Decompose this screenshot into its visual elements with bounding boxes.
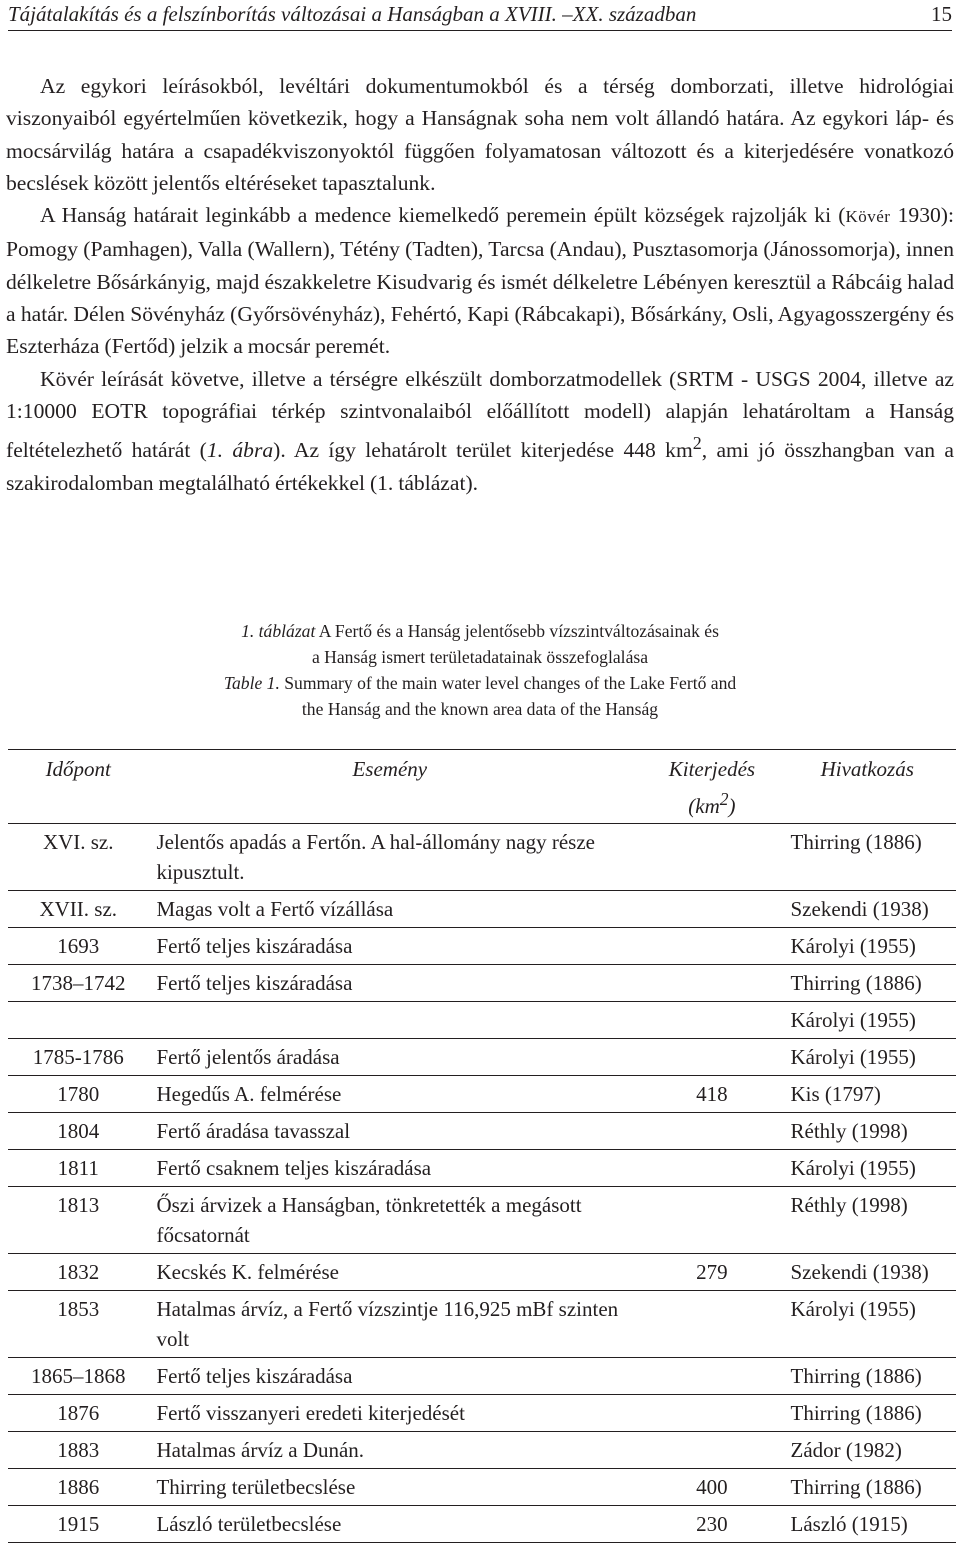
cell-date: XVII. sz. bbox=[8, 891, 148, 928]
caption-hu-line-1 bbox=[0, 618, 960, 644]
cell-date: XVI. sz. bbox=[8, 824, 148, 891]
paragraph-2-text-b: 1930): Pomogy (Pamhagen), Valla (Wallern), Tétény (Tadten), Tarcsa (Andau), Pusztasomorja (Jánossomorja), innen délkeletre Bősárkányig, majd északkeletre Kisudvarig és ismét délkeletre Lébényen keresztül a Rábcáig halad a határ. Délen Sövényház (Győrsövényház), Fehértó, Kapi (Rábcakapi), Bősárkány, Osli, Agyagosszergény és Eszterháza (Fertőd) jelzik a mocsár peremét. bbox=[6, 203, 954, 359]
cell-date: 1785-1786 bbox=[8, 1039, 148, 1076]
cell-reference: Szekendi (1938) bbox=[779, 891, 957, 928]
cell-date: 1865–1868 bbox=[8, 1358, 148, 1395]
cell-area bbox=[645, 965, 778, 1002]
table-row bbox=[8, 1358, 956, 1395]
cell-date: 1853 bbox=[8, 1291, 148, 1358]
running-title: Tájátalakítás és a felszínborítás változásai a Hanságban a XVIII. –XX. században bbox=[8, 2, 697, 26]
cell-date: 1811 bbox=[8, 1150, 148, 1187]
caption-en-line-2: the Hanság and the known area data of the Hanság bbox=[301, 699, 659, 719]
cell-event: Fertő áradása tavasszal bbox=[148, 1113, 645, 1150]
cell-date: 1915 bbox=[8, 1506, 148, 1543]
cell-event: Thirring területbecslése bbox=[148, 1469, 645, 1506]
cell-area bbox=[645, 1002, 778, 1039]
cell-date bbox=[8, 1002, 148, 1039]
cell-date: 1804 bbox=[8, 1113, 148, 1150]
cell-event: Hatalmas árvíz a Dunán. bbox=[148, 1432, 645, 1469]
header-event: Esemény bbox=[148, 750, 645, 824]
cell-reference: Károlyi (1955) bbox=[779, 1039, 957, 1076]
cell-area: 400 bbox=[645, 1469, 778, 1506]
paragraph-2-text-a: A Hanság határait leginkább a medence kiemelkedő peremein épült községek rajzolják ki ( bbox=[40, 203, 846, 228]
table-row bbox=[8, 965, 956, 1002]
cell-reference: Zádor (1982) bbox=[779, 1432, 957, 1469]
cell-event: Hegedűs A. felmérése bbox=[148, 1076, 645, 1113]
table-row bbox=[8, 1432, 956, 1469]
table-row bbox=[8, 928, 956, 965]
table-row bbox=[8, 891, 956, 928]
table-row bbox=[8, 1291, 956, 1358]
cell-event: Fertő teljes kiszáradása bbox=[148, 1358, 645, 1395]
cell-area bbox=[645, 1358, 778, 1395]
superscript-2: 2 bbox=[692, 433, 702, 454]
cell-date: 1813 bbox=[8, 1187, 148, 1254]
body-text bbox=[6, 70, 954, 499]
cell-event: Őszi árvizek a Hanságban, tönkretették a megásott főcsatornát bbox=[148, 1187, 645, 1254]
cell-reference: Károlyi (1955) bbox=[779, 1150, 957, 1187]
cell-date: 1832 bbox=[8, 1254, 148, 1291]
figure-reference: 1. ábra bbox=[206, 438, 274, 463]
paragraph-1: Az egykori leírásokból, levéltári dokumentumokból és a térség domborzati, illetve hidrológiai viszonyaiból egyértelműen következik, hogy a Hanságnak soha nem volt állandó határa. Az egykori láp- és mocsárvilág határa a csapadékviszonyoktól függően folyamatosan változott és a kiterjedésére vonatkozó becslések között jelentős eltéréseket tapasztalunk. bbox=[6, 74, 954, 195]
cell-event: Fertő teljes kiszáradása bbox=[148, 928, 645, 965]
table-row bbox=[8, 1076, 956, 1113]
cell-reference: László (1915) bbox=[779, 1506, 957, 1543]
cell-event: Fertő jelentős áradása bbox=[148, 1039, 645, 1076]
cell-reference: Kis (1797) bbox=[779, 1076, 957, 1113]
cell-area bbox=[645, 1150, 778, 1187]
cell-reference: Réthly (1998) bbox=[779, 1113, 957, 1150]
cell-reference: Szekendi (1938) bbox=[779, 1254, 957, 1291]
cell-reference: Thirring (1886) bbox=[779, 1395, 957, 1432]
caption-hu-line-2: a Hanság ismert területadatainak összefoglalása bbox=[311, 647, 649, 667]
caption-hu-text-1: A Fertő és a Hanság jelentősebb vízszintváltozásainak és bbox=[315, 621, 719, 641]
table-row bbox=[8, 1039, 956, 1076]
cell-event: Fertő visszanyeri eredeti kiterjedését bbox=[148, 1395, 645, 1432]
cell-reference: Réthly (1998) bbox=[779, 1187, 957, 1254]
cell-date: 1876 bbox=[8, 1395, 148, 1432]
header-area bbox=[645, 750, 778, 824]
header-area-sup: 2 bbox=[719, 789, 729, 809]
cell-area: 230 bbox=[645, 1506, 778, 1543]
data-table bbox=[8, 749, 956, 1543]
cell-event: Jelentős apadás a Fertőn. A hal-állomány nagy része kipusztult. bbox=[148, 824, 645, 891]
table-body bbox=[8, 824, 956, 1543]
table-row bbox=[8, 1395, 956, 1432]
cell-event: Fertő csaknem teljes kiszáradása bbox=[148, 1150, 645, 1187]
table-header-row bbox=[8, 750, 956, 824]
cell-area bbox=[645, 1113, 778, 1150]
table-row bbox=[8, 1113, 956, 1150]
cell-event: Kecskés K. felmérése bbox=[148, 1254, 645, 1291]
cell-date: 1693 bbox=[8, 928, 148, 965]
cell-area bbox=[645, 928, 778, 965]
table-row bbox=[8, 824, 956, 891]
cell-reference: Thirring (1886) bbox=[779, 965, 957, 1002]
paragraph-3-text-b: ). Az így lehatárolt terület kiterjedése 448 km bbox=[273, 438, 693, 463]
cell-date: 1886 bbox=[8, 1469, 148, 1506]
header-date: Időpont bbox=[8, 750, 148, 824]
paragraph-3 bbox=[6, 363, 954, 499]
cell-area: 418 bbox=[645, 1076, 778, 1113]
cell-reference: Thirring (1886) bbox=[779, 1358, 957, 1395]
cell-area: 279 bbox=[645, 1254, 778, 1291]
table-row bbox=[8, 1254, 956, 1291]
cell-area bbox=[645, 1291, 778, 1358]
table-row bbox=[8, 1150, 956, 1187]
paragraph-3-text-c: , ami jó összhangban van a szakirodalomban megtalálható értékekkel (1. táblázat). bbox=[6, 438, 955, 495]
header-area-close: ) bbox=[728, 794, 736, 818]
cell-event: Fertő teljes kiszáradása bbox=[148, 965, 645, 1002]
cell-area bbox=[645, 1395, 778, 1432]
cell-event: Hatalmas árvíz, a Fertő vízszintje 116,925 mBf szinten volt bbox=[148, 1291, 645, 1358]
cell-reference: Károlyi (1955) bbox=[779, 928, 957, 965]
running-header bbox=[8, 0, 952, 31]
cell-area bbox=[645, 891, 778, 928]
cell-reference: Károlyi (1955) bbox=[779, 1002, 957, 1039]
header-area-unit: (km bbox=[688, 794, 720, 818]
header-reference: Hivatkozás bbox=[779, 750, 957, 824]
cell-event bbox=[148, 1002, 645, 1039]
cell-date: 1883 bbox=[8, 1432, 148, 1469]
cell-area bbox=[645, 1039, 778, 1076]
table-row bbox=[8, 1002, 956, 1039]
table-row bbox=[8, 1469, 956, 1506]
table-row bbox=[8, 1506, 956, 1543]
caption-hu-label: 1. táblázat bbox=[241, 621, 316, 641]
caption-en-label: Table 1. bbox=[223, 673, 280, 693]
paragraph-3-text-a: Kövér leírását követve, illetve a térségre elkészült domborzatmodellek (SRTM - USGS 2004, illetve az 1:10000 EOTR topográfiai térkép szintvonalaiból előállított modell) alapján lehatároltam a Hanság feltételezhető határát ( bbox=[6, 366, 954, 463]
cell-reference: Károlyi (1955) bbox=[779, 1291, 957, 1358]
caption-en-line-1 bbox=[0, 670, 960, 696]
caption-en-text-1: Summary of the main water level changes of the Lake Fertő and bbox=[279, 673, 737, 693]
header-area-label: Kiterjedés bbox=[668, 757, 756, 781]
cell-reference: Thirring (1886) bbox=[779, 1469, 957, 1506]
cell-event: László területbecslése bbox=[148, 1506, 645, 1543]
table-row bbox=[8, 1187, 956, 1254]
cell-area bbox=[645, 1187, 778, 1254]
paragraph-2 bbox=[6, 199, 954, 362]
author-citation: Kövér bbox=[845, 207, 891, 227]
cell-date: 1738–1742 bbox=[8, 965, 148, 1002]
cell-area bbox=[645, 824, 778, 891]
cell-reference: Thirring (1886) bbox=[779, 824, 957, 891]
cell-event: Magas volt a Fertő vízállása bbox=[148, 891, 645, 928]
table-caption bbox=[0, 618, 960, 722]
page-number: 15 bbox=[931, 2, 952, 26]
cell-date: 1780 bbox=[8, 1076, 148, 1113]
cell-area bbox=[645, 1432, 778, 1469]
